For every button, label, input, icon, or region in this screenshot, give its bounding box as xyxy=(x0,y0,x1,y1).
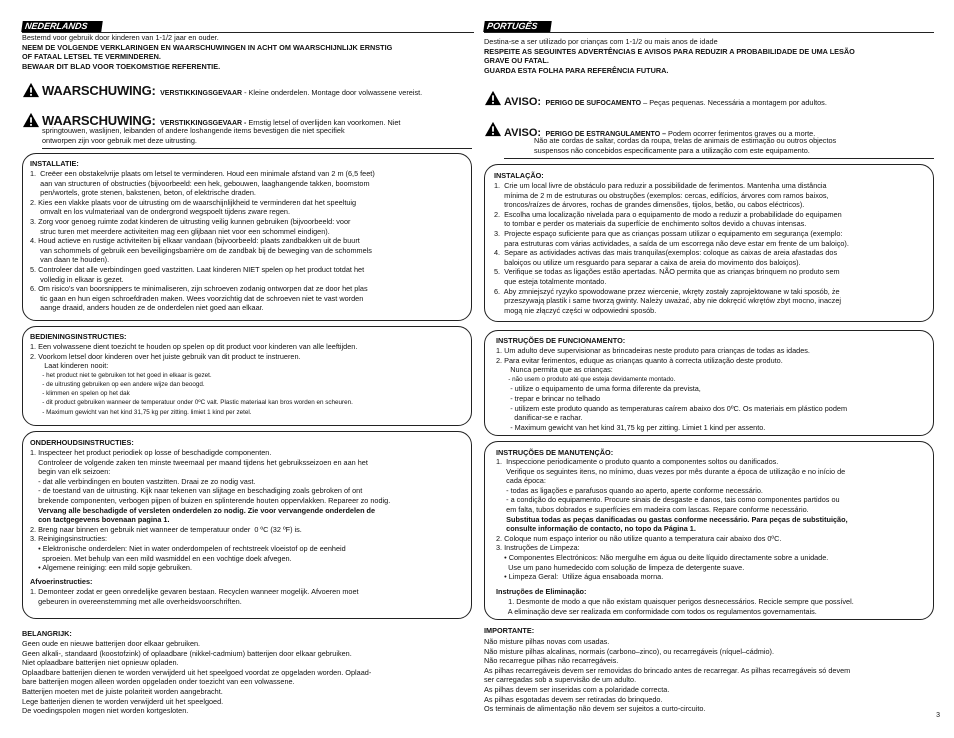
text-line: - dit product gebruiken wanneer de temperatuur onder 0ºC valt. Plastic materiaal kan bros worden en scheuren. xyxy=(30,399,353,407)
text-line: przeszywają plastik i same tworzą gwinty. Należy uważać, aby nie dokręcić wkrętów zbyt mocno, inaczej xyxy=(494,296,842,306)
text-line: mínima de 2 m de estruturas ou obstruções (exemplos: cercas, edifícios, árvores com ramos baixos, xyxy=(494,190,829,200)
warning-line: springtouwen, waslijnen, leibanden of andere loshangende items bevestigen die niet specifiek xyxy=(42,126,345,135)
dutch-warning-small-parts xyxy=(22,82,474,100)
text-line: 6. Aby zmniejszyć ryzyko spowodowane przez wiercenie, wkręty zostały zaprojektowane w taki sposób, że xyxy=(494,286,840,296)
text-line: 5. Controleer dat alle verbindingen goed vastzitten. Laat kinderen NIET spelen op het product totdat het xyxy=(30,264,365,274)
text-line: As pilhas esgotadas devem ser retiradas do brinquedo. xyxy=(484,694,663,704)
text-line: - het product niet te gebruiken tot het goed in elkaar is gezet. xyxy=(30,371,212,379)
text-line: 1. Creëer een obstakelvrije plaats om letsel te verminderen. Houd een minimale afstand van 2 m (6,5 feet) xyxy=(30,169,375,178)
text-line: que esteja totalmente montado. xyxy=(494,276,607,286)
text-line: Niet oplaadbare batterijen niet opnieuw opladen. xyxy=(22,658,179,668)
text-line: con tactgegevens bovenaan pagina 1. xyxy=(30,515,170,525)
warning-title: WAARSCHUWING: xyxy=(42,113,156,128)
text-line: Controleer de volgende zaken ten minste tweemaal per maand tijdens het gebruiksseizoen en aan het xyxy=(30,457,368,467)
dutch-usage-list xyxy=(30,342,470,417)
dutch-intro xyxy=(22,33,474,71)
warning-text: Ernstig letsel of overlijden kan voorkomen. Niet xyxy=(246,118,401,127)
text-line: Batterijen moeten met de juiste polariteit worden aangebracht. xyxy=(22,686,223,696)
dutch-warning-strangulation-cont xyxy=(42,126,472,145)
warning-rule xyxy=(42,148,472,149)
warning-text: - Kleine onderdelen. Montage door volwassene vereist. xyxy=(242,88,423,97)
text-line: 3. Reinigingsinstructies: xyxy=(30,534,108,544)
text-line: - todas as ligações e parafusos quando ao aperto, aperte conforme necessário. xyxy=(496,485,763,495)
text-line: ser carregadas sob a supervisão de um adulto. xyxy=(484,675,637,685)
warning-title: AVISO: xyxy=(504,127,542,139)
text-line: • Limpeza Geral: Utilize água ensaboada morna. xyxy=(496,572,664,582)
text-line: Oplaadbare batterijen dienen te worden verwijderd uit het speelgoed voordat ze opgeladen worden. Oplaad- xyxy=(22,667,372,677)
text-line: 1. Um adulto deve supervisionar as brincadeiras neste produto para crianças de todas as idades. xyxy=(496,346,810,355)
dutch-installation-list xyxy=(30,169,470,313)
text-line: baloiços ou utilize um resguardo para separar a caixa de areia do movimento dos baloiços). xyxy=(494,257,801,267)
text-line: GUARDA ESTA FOLHA PARA REFERÊNCIA FUTURA. xyxy=(484,65,669,75)
text-line: brekende componenten, verbogen pijpen of buizen en splinterende houten oppervlakken. Repareer zo nodig. xyxy=(30,495,391,505)
text-line: Substitua todas as peças danificadas ou gastas conforme necessário. Para peças de substituição, xyxy=(496,514,848,524)
text-line: BEWAAR DIT BLAD VOOR TOEKOMSTIGE REFERENTIE. xyxy=(22,61,221,71)
warning-hazard: VERSTIKKINGSGEVAAR xyxy=(160,90,243,97)
text-line: 2. Voorkom letsel door kinderen over het juiste gebruik van dit product te instrueren. xyxy=(30,351,301,361)
text-line: • Elektronische onderdelen: Niet in water onderdompelen of rechtstreek vloeistof op de eenheid xyxy=(30,543,346,553)
text-line: danificar-se e rachar. xyxy=(496,413,583,423)
portuguese-important-list xyxy=(484,637,934,714)
text-line: consulte informação de contacto, no topo da Página 1. xyxy=(496,524,696,534)
text-line: - de uitrusting gebruiken op een andere wijze dan beoogd. xyxy=(30,380,205,388)
text-line: Os terminais de alimentação não devem ser sujeitos a curto-circuito. xyxy=(484,704,706,714)
warning-triangle-icon xyxy=(22,112,40,128)
warning-hazard: VERSTIKKINGSGEVAAR - xyxy=(160,120,247,127)
portuguese-maintenance-list xyxy=(496,457,932,582)
text-line: sproeien. Met behulp van een mild wasmiddel en een vochtige doek afvegen. xyxy=(30,553,292,563)
text-line: 4. Separe as actividades activas das mais tranquilas(exemplos: coloque as caixas de areia afastadas dos xyxy=(494,248,838,258)
text-line: van schommels of gebruik een beveiligingsbarrière om de zandbak bij de beweging van de schommels xyxy=(30,245,372,255)
text-line: 3. Zorg voor genoeg ruimte zodat kinderen de uitrusting veilig kunnen gebruiken (bijvoorbeeld: voor xyxy=(30,216,351,226)
text-line: 6. Om risico's van boorsnippers te minimaliseren, zijn schroeven zodanig ontworpen dat ze door het plas xyxy=(30,284,368,294)
text-line: 2. Breng naar binnen en gebruik niet wanneer de temperatuur onder 0 ºC (32 ºF) is. xyxy=(30,524,302,534)
portuguese-usage-list xyxy=(496,346,932,432)
portuguese-installation-list xyxy=(494,181,932,315)
text-line: begin van elk seizoen: xyxy=(30,467,111,477)
text-line: mogą nie złączyć części w odpowiedni sposób. xyxy=(494,305,657,315)
text-line: pen/wortels, grote stenen, bakstenen, beton, of elektrische draden. xyxy=(30,188,256,198)
warning-triangle-icon xyxy=(484,121,502,137)
text-line: - utilizem este produto quando as temperaturas caírem abaixo dos 0ºC. Os materiais em plástico podem xyxy=(496,403,848,413)
text-line: omvalt en los vulmateriaal van de ondergrond wegspoelt tijdens zware regen. xyxy=(30,207,290,217)
warning-text: Podem ocorrer ferimentos graves ou a morte. xyxy=(665,129,816,138)
text-line: cada época: xyxy=(496,476,546,486)
text-line: 4. Houd actieve en rustige activiteiten bij elkaar vandaan (bijvoorbeeld: plaats zandbakken uit de buurt xyxy=(30,236,360,246)
text-line: Não misture pilhas alcalinas, normais (carbono–zinco), ou recarregáveis (níquel–cádmio). xyxy=(484,646,774,656)
text-line: Bestemd voor gebruik door kinderen van 1-1/2 jaar en ouder. xyxy=(22,33,219,42)
portuguese-language-label: PORTUGÊS xyxy=(483,21,552,32)
section-title: ONDERHOUDSINSTRUCTIES: xyxy=(30,438,134,447)
section-title: INSTALAÇÃO: xyxy=(494,171,544,180)
dutch-disposal-list xyxy=(30,587,470,606)
portuguese-warning-small-parts xyxy=(484,90,934,108)
text-line: struc turen met meerdere activiteiten mag een glijbaan niet voor een schommel eindigen). xyxy=(30,226,330,236)
text-line: 1. Inspeccione periodicamente o produto quanto a componentes soltos ou danificados. xyxy=(496,457,779,466)
warning-rule xyxy=(504,158,934,159)
text-line: Use um pano humedecido com solução de limpeza de detergente suave. xyxy=(496,562,745,572)
warning-triangle-icon xyxy=(484,90,502,106)
text-line: van daan te houden). xyxy=(30,255,110,265)
text-line: Laat kinderen nooit: xyxy=(30,361,109,371)
dutch-language-label: NEDERLANDS xyxy=(21,21,102,32)
text-line: GRAVE OU FATAL. xyxy=(484,56,549,66)
text-line: gebeuren in overeenstemming met alle overheidsvoorschriften. xyxy=(30,596,242,606)
warning-line: ontworpen zijn voor gebruik met deze uitrusting. xyxy=(42,135,197,145)
warning-text: – Peças pequenas. Necessária a montagem por adultos. xyxy=(641,98,827,107)
text-line: - Maximum gewicht van het kind 31,75 kg per zitting. limiet 1 kind per zetel. xyxy=(30,408,252,416)
text-line: tic gaan en hun eigen schroefdraden maken. Wees voorzichtig dat de schroeven niet te vast worden xyxy=(30,293,364,303)
text-line: 1. Crie um local livre de obstáculo para reduzir a possibilidade de ferimentos. Mantenha uma distância xyxy=(494,181,827,190)
text-line: • Componentes Electrónicos: Não mergulhe em água ou deite líquido directamente sobre a unidade. xyxy=(496,552,829,562)
warning-line: Não ate cordas de saltar, cordas da roupa, trelas de animais de estimação ou outros objectos xyxy=(534,136,837,145)
text-line: Não recarregue pilhas não recarregáveis. xyxy=(484,656,619,666)
text-line: - não usem o produto até que esteja devidamente montado. xyxy=(496,375,676,383)
text-line: Lege batterijen dienen te worden verwijderd uit het speelgoed. xyxy=(22,696,224,706)
portuguese-intro xyxy=(484,37,934,75)
text-line: As pilhas devem ser inseridas com a polaridade correcta. xyxy=(484,684,670,694)
text-line: Nunca permita que as crianças: xyxy=(496,365,613,375)
text-line: - utilize o equipamento de uma forma diferente da prevista, xyxy=(496,384,701,394)
text-line: - dat alle verbindingen en bouten vastzitten. Draai ze zo nodig vast. xyxy=(30,476,256,486)
text-line: NEEM DE VOLGENDE VERKLARINGEN EN WAARSCHUWINGEN IN ACHT OM WAARSCHIJNLIJK ERNSTIG xyxy=(22,42,393,52)
text-line: Vervang alle beschadigde of versleten onderdelen zo nodig. Zie voor vervangende onderdelen de xyxy=(30,505,376,515)
dutch-maintenance-list xyxy=(30,448,470,573)
text-line: Destina-se a ser utilizado por crianças com 1-1/2 ou mais anos de idade xyxy=(484,37,718,46)
text-line: Verifique os seguintes itens, no mínimo, duas vezes por mês durante a época de utilização e no início de xyxy=(496,466,846,476)
text-line: Geen oude en nieuwe batterijen door elkaar gebruiken. xyxy=(22,639,201,648)
text-line: 1. Een volwassene dient toezicht te houden op spelen op dit product voor kinderen van alle leeftijden. xyxy=(30,342,358,351)
text-line: - trepar e brincar no telhado xyxy=(496,393,601,403)
text-line: em falta, tubos dobrados e superfícies em madeira com lascas. Repare conforme necessário. xyxy=(496,504,809,514)
text-line: 2. Coloque num espaço interior ou não utilize quanto a temperatura cair abaixo dos 0ºC. xyxy=(496,533,782,543)
text-line: RESPEITE AS SEGUINTES ADVERTÊNCIAS E AVISOS PARA REDUZIR A PROBABILIDADE DE UMA LESÃO xyxy=(484,46,855,56)
text-line: - klimmen en spelen op het dak xyxy=(30,390,130,398)
text-line: 1. Demonteer zodat er geen onredelijke gevaren bestaan. Recyclen wanneer mogelijk. Afvoeren moet xyxy=(30,587,359,596)
section-title: IMPORTANTE: xyxy=(484,626,535,635)
text-line: - a condição do equipamento. Procure sinais de desgaste e danos, tais como componentes partidos ou xyxy=(496,495,840,505)
section-title: Instruções de Eliminação: xyxy=(496,587,587,596)
text-line: to tombar e perder os materiais da superfície de enchimento soltos devido a chuvas intensas. xyxy=(494,219,807,229)
text-line: para estruturas com várias actividades, a saída de um escorrega não deve estar em frente de um baloiço). xyxy=(494,238,849,248)
text-line: Não misture pilhas novas com usadas. xyxy=(484,637,610,646)
warning-triangle-icon xyxy=(22,82,40,98)
text-line: 2. Escolha uma localização nivelada para o equipamento de modo a reduzir a probabilidade do equipamen xyxy=(494,209,842,219)
page-number: 3 xyxy=(936,712,940,719)
section-title: INSTALLATIE: xyxy=(30,159,79,168)
text-line: aan van structuren of obstructies (bijvoorbeeld: een hek, gebouwen, laaghangende takken, boomstom xyxy=(30,178,370,188)
section-title: BELANGRIJK: xyxy=(22,629,72,638)
section-title: INSTRUÇÕES DE FUNCIONAMENTO: xyxy=(496,336,626,345)
portuguese-warning-strangulation-cont xyxy=(534,136,934,155)
text-line: A eliminação deve ser realizada em conformidade com todos os regulamentos governamentais. xyxy=(496,606,817,616)
text-line: 2. Para evitar ferimentos, eduque as crianças quanto à correcta utilização deste produto. xyxy=(496,355,783,365)
dutch-important-list xyxy=(22,639,474,716)
warning-hazard: PERIGO DE SUFOCAMENTO xyxy=(545,100,642,107)
text-line: • Algemene reiniging: een mild sopje gebruiken. xyxy=(30,563,192,573)
portuguese-disposal-list xyxy=(496,597,932,616)
warning-title: AVISO: xyxy=(504,96,542,108)
text-line: As pilhas recarregáveis devem ser removidas do brincado antes de recarregar. As pilhas recarregáveis só devem xyxy=(484,665,851,675)
section-title: INSTRUÇÕES DE MANUTENÇÃO: xyxy=(496,448,614,457)
warning-line: suspensos não concebidos especificamente para a utilização com este equipamento. xyxy=(534,145,810,155)
text-line: 3. Projecte espaço suficiente para que as crianças possam utilizar o equipamento em segurança (exemplo: xyxy=(494,228,843,238)
text-line: 1. Desmonte de modo a que não existam quaisquer perigos desnecessários. Recicle sempre que possível. xyxy=(496,597,854,606)
text-line: - Maximum gewicht van het kind 31,75 kg per zitting. Limiet 1 kind per assento. xyxy=(496,422,766,432)
section-title: BEDIENINGSINSTRUCTIES: xyxy=(30,332,127,341)
warning-title: WAARSCHUWING: xyxy=(42,83,156,98)
text-line: aange draaid, anders houden ze de onderdelen niet goed aan elkaar. xyxy=(30,303,264,313)
text-line: De voedingspolen mogen niet worden kortgesloten. xyxy=(22,706,189,716)
text-line: 2. Kies een vlakke plaats voor de uitrusting om de waarschijnlijkheid te verminderen dat het speeltuig xyxy=(30,197,357,207)
text-line: 5. Verifique se todas as ligações estão apertadas. NÃO permita que as crianças brinquem no produto sem xyxy=(494,267,840,277)
warning-hazard: PERIGO DE ESTRANGULAMENTO – xyxy=(545,131,666,138)
text-line: bare batterijen mogen alleen worden opgeladen onder toezicht van een volwassene. xyxy=(22,677,295,687)
text-line: volledig in elkaar is gezet. xyxy=(30,274,124,284)
text-line: - de toestand van de uitrusting. Kijk naar tekenen van slijtage en beschadiging zoals gebroken of ont xyxy=(30,486,363,496)
text-line: Geen alkali-, standaard (koostofzink) of oplaadbare (nikkel-cadmium) batterijen door elkaar gebruiken. xyxy=(22,648,352,658)
text-line: 3. Instruções de Limpeza: xyxy=(496,543,580,553)
text-line: OF FATAAL LETSEL TE VERMINDEREN. xyxy=(22,52,161,62)
section-title: Afvoerinstructies: xyxy=(30,577,93,586)
text-line: 1. Inspecteer het product periodiek op losse of beschadigde componenten. xyxy=(30,448,272,457)
text-line: troncos/raízes de árvores, rochas de grandes dimensões, tijolos, betão, ou cabos eléctricos). xyxy=(494,200,805,210)
